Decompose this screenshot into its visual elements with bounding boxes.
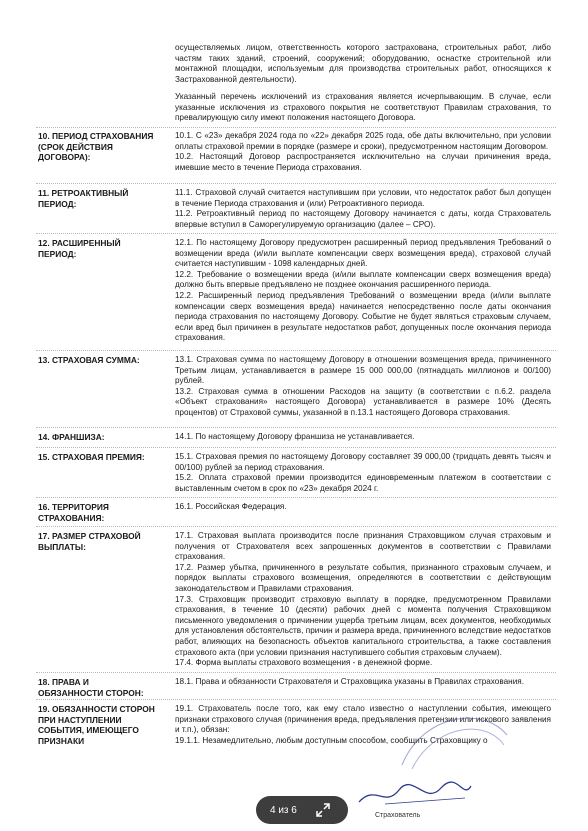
section-18-label: 18. ПРАВА И ОБЯЗАННОСТИ СТОРОН:: [38, 677, 144, 698]
section-divider: [36, 350, 556, 351]
section-10-label: 10. ПЕРИОД СТРАХОВАНИЯ (СРОК ДЕЙСТВИЯ ДОГОВОРА):: [38, 131, 154, 163]
section-divider: [36, 497, 556, 498]
section-16-label: 16. ТЕРРИТОРИЯ СТРАХОВАНИЯ:: [38, 502, 109, 523]
section-divider: [36, 526, 556, 527]
section-14-text: 14.1. По настоящему Договору франшиза не устанавливается.: [175, 432, 415, 441]
expand-button[interactable]: [314, 801, 332, 819]
signature-caption: Страхователь: [375, 812, 421, 819]
page-counter: 4 из 6: [270, 804, 297, 816]
section-divider: [36, 699, 556, 700]
expand-icon: [316, 803, 330, 817]
section-divider: [36, 447, 556, 448]
section-19-text: 19.1. Страхователь после того, как ему стало известно о наступлении события, имеющего признаки страхового случая (причинения вреда, предъявления претензии или искового заявления и т.п.), обязан: 19.1.1. Незамедлительно, любым доступным способом, сообщить Страховщику о: [175, 704, 551, 745]
stamp-icon: [392, 705, 512, 775]
section-divider: [36, 127, 556, 128]
intro-paragraph-1: осуществляемых лицом, ответственность которого застрахована, строительных работ, либо частям таких зданий, строений, сооружений; оборудованию, оснастке строительной или монтажной площадки, используемым для производства строительных работ, относящихся к Застрахованной деятельности).: [175, 43, 551, 84]
section-17-text: 17.1. Страховая выплата производится после признания Страховщиком случая страховым и получения от Страхователя всех запрошенных документов в соответствии с Правилами страхования. 17.2. Размер убытка, причиненного в результате события, признанного страховым случаем, и порядок выплаты страхового возмещения, определяются в соответствии с действующим законодательством и Правилами страхования. 17.3. Страховщик производит страховую выплату в порядке, предусмотренном Правилами страхования, в течение 10 (десяти) рабочих дней с момента получения Страховщиком письменного уведомления о причинении ущерба третьим лицам, всех документов, необходимых для установления обстоятельств, причин и размера вреда, причиненного вследствие недостатков работ, влияющих на безопасность объектов капитального строительства, а также составления страхового акта (при условии признания наступившего события страховым случаем). 17.4. Форма выплаты страхового возмещения - в денежной форме.: [175, 531, 551, 668]
section-divider: [36, 183, 556, 184]
page-indicator: [256, 796, 348, 824]
intro-paragraph-2: Указанный перечень исключений из страхования является исчерпывающим. В случае, если указанные исключения из страхового покрытия не соответствуют Правилам страхования, то превалирующую силу имеют положения настоящего Договора.: [175, 92, 551, 123]
section-divider: [36, 427, 556, 428]
section-divider: [36, 233, 556, 234]
section-14-label: 14. ФРАНШИЗА:: [38, 432, 105, 442]
section-11-label: 11. РЕТРОАКТИВНЫЙ ПЕРИОД:: [38, 188, 129, 209]
signature-icon: [355, 780, 475, 808]
section-17-label: 17. РАЗМЕР СТРАХОВОЙ ВЫПЛАТЫ:: [38, 531, 141, 552]
section-15-text: 15.1. Страховая премия по настоящему Договору составляет 39 000,00 (тридцать девять тысяч и 00/100) рублей за период страхования. 15.2. Оплата страховой премии производится единовременным платежом в соответствии с выставленным счетом в срок по «23» декабря 2024 г.: [175, 452, 551, 493]
section-divider: [36, 672, 556, 673]
section-19-label: 19. ОБЯЗАННОСТИ СТОРОН ПРИ НАСТУПЛЕНИИ СОБЫТИЯ, ИМЕЮЩЕГО ПРИЗНАКИ: [38, 704, 155, 746]
section-10-text: 10.1. С «23» декабря 2024 года по «22» декабря 2025 года, обе даты включительно, при условии оплаты страховой премии в порядке (размере и сроки), предусмотренном настоящим Договором. 10.2. Настоящий Договор распространяется исключительно на случаи причинения вреда, имевшие место в течение Периода страхования.: [175, 131, 551, 172]
section-15-label: 15. СТРАХОВАЯ ПРЕМИЯ:: [38, 452, 145, 462]
section-12-text: 12.1. По настоящему Договору предусмотрен расширенный период предъявления Требований о возмещении вреда (и/или выплате компенсации сверх возмещения вреда), страховой случай считается наступившим - 1098 календарных дней. 12.2. Требование о возмещении вреда (и/или выплате компенсации сверх возмещения вреда) должно быть впервые предъявлено не позднее окончания расширенного периода. 12.2. Расширенный период предъявления Требований о возмещении вреда (и/или выплате компенсации сверх возмещения вреда) начинается непосредственно после даты окончания периода страхования по настоящему Договору. Событие не будет являться страховым случаем, если вред был причинен в результате недостатков работ, допущенных после окончания периода страхования.: [175, 238, 551, 343]
section-13-label: 13. СТРАХОВАЯ СУММА:: [38, 355, 140, 365]
section-16-text: 16.1. Российская Федерация.: [175, 502, 287, 511]
section-11-text: 11.1. Страховой случай считается наступившим при условии, что недостаток работ был допущен в течение Периода страхования и (или) Ретроактивного периода. 11.2. Ретроактивный период по настоящему Договору начинается с даты, когда Страхователь впервые вступил в Саморегулируемую организацию (далее – СРО).: [175, 188, 551, 229]
section-12-label: 12. РАСШИРЕННЫЙ ПЕРИОД:: [38, 238, 121, 259]
section-13-text: 13.1. Страховая сумма по настоящему Договору в отношении возмещения вреда, причиненного Третьим лицам, устанавливается в размере 15 000 000,00 (пятнадцать миллионов и 00/100) рублей. 13.2. Страховая сумма в отношении Расходов на защиту (в соответствии с п.6.2. раздела «Объект страхования» настоящего Договора) устанавливается в размере 10% (Десять процентов) от Страховой суммы, указанной в п.13.1 настоящего Договора страхования.: [175, 355, 551, 417]
section-18-text: 18.1. Права и обязанности Страхователя и Страховщика указаны в Правилах страхования.: [175, 677, 524, 686]
